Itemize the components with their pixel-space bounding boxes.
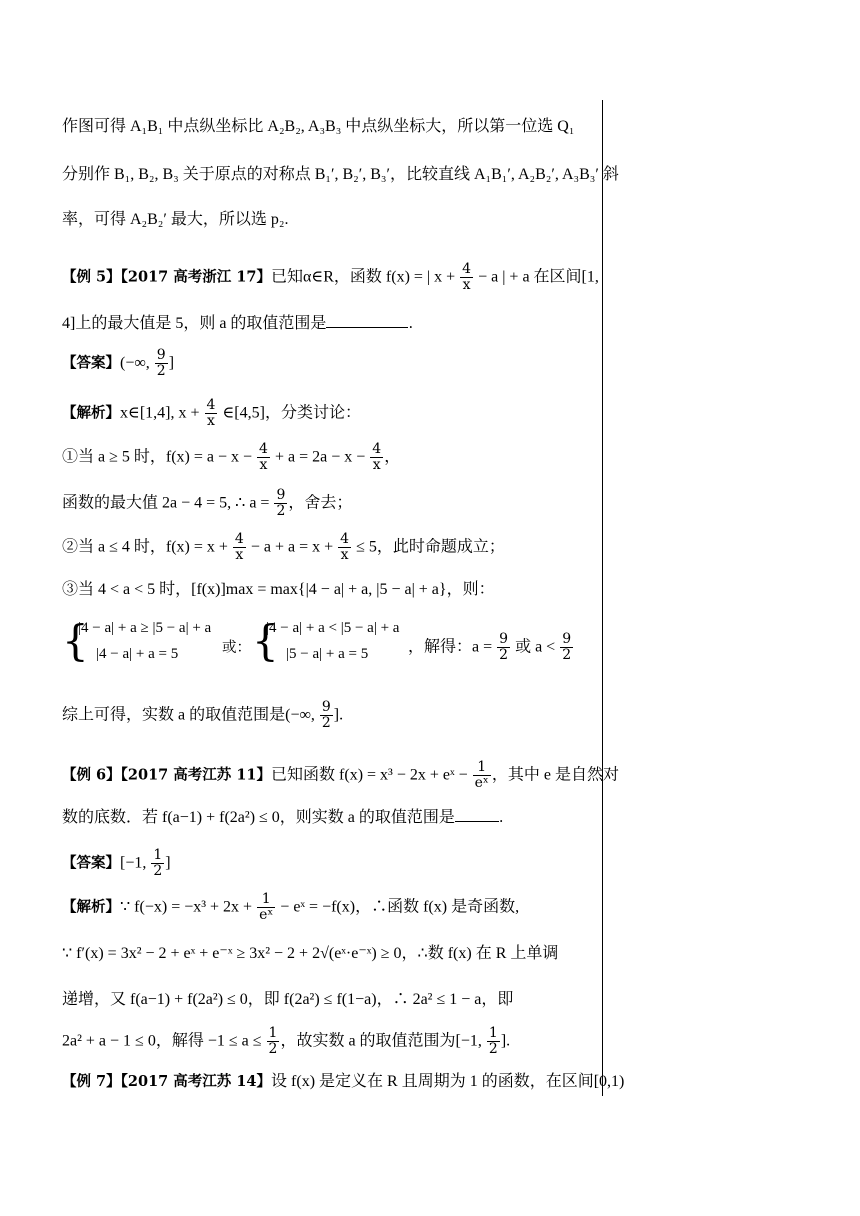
example-6-analysis: 【解析】∵ f(−x) = −x³ + 2x + $\frac{1}{\text{eˣ}}$ − eˣ = −f(x)，∴函数 f(x) 是奇函数, [62,891,520,923]
fraction: $\frac{9}{2}$ [562,631,572,663]
example-6-result: 2a² + a − 1 ≤ 0，解得 −1 ≤ a ≤ $\frac{1}{2}$ ，故实数 a 的取值范围为[−1, $\frac{1}{2}$ ]. [62,1025,511,1057]
fraction: $\frac{9}{2}$ [276,487,286,519]
answer-label: 【答案】 [62,354,120,372]
left-brace: { [252,616,279,665]
example-6-answer: 【答案】[−1, $\frac{1}{2}$ ] [62,847,171,879]
example-5-header: 【例 5】【2017 高考浙江 17】已知α∈R，函数 f(x) = | x + $\frac{4}{x}$ − a | + a 在区间[1, [62,261,599,293]
left-brace: { [62,616,89,665]
system-solution: ，解得：a = $\frac{9}{2}$ 或 a < $\frac{9}{2}$ [408,631,572,663]
or-text: 或： [222,640,251,656]
example-5-question: 4]上的最大值是 5，则 a 的取值范围是 . [62,315,414,332]
fraction: $\frac{1}{2}$ [153,847,163,879]
fraction: $\frac{4}{x}$ [372,441,382,473]
text-line: 率，可得 A₂B₂′ 最大，所以选 p₂. [62,211,289,228]
fraction: $\frac{9}{2}$ [499,631,509,663]
analysis-label: 【解析】 [62,404,120,422]
fraction: $\frac{4}{x}$ [340,531,350,563]
case-3: ③当 4 < a < 5 时，[f(x)]max = max{|4 − a| + a, |5 − a| + a}，则： [62,581,495,598]
text-line: ∵ f′(x) = 3x² − 2 + eˣ + e⁻ˣ ≥ 3x² − 2 + 2√(eˣ·e⁻ˣ) ≥ 0，∴数 f(x) 在 R 上单调 [62,945,559,962]
example-6-question: 数的底数．若 f(a−1) + f(2a²) ≤ 0，则实数 a 的取值范围是 . [62,809,504,826]
text-line: 递增，又 f(a−1) + f(2a²) ≤ 0，即 f(2a²) ≤ f(1−a)，∴ 2a² ≤ 1 − a，即 [62,991,514,1008]
fraction: $\frac{4}{x}$ [206,397,216,429]
example-tag: 【例 5】【2017 高考浙江 17】 [62,268,272,286]
fraction: $\frac{1}{\text{eˣ}}$ [259,891,274,923]
text-line: 分别作 B₁, B₂, B₃ 关于原点的对称点 B₁′, B₂′, B₃′，比较直线 A₁B₁′, A₂B₂′, A₃B₃′ 斜 [62,166,619,183]
fraction: $\frac{4}{x}$ [462,261,472,293]
fraction: $\frac{1}{\text{eˣ}}$ [474,759,489,791]
example-5-analysis: 【解析】x∈[1,4], x + $\frac{4}{x}$ ∈[4,5]，分类讨论： [62,397,361,429]
analysis-label: 【解析】 [62,898,120,916]
fraction: $\frac{4}{x}$ [259,441,268,473]
case-2: ②当 a ≤ 4 时，f(x) = x + $\frac{4}{x}$ − a + a = x + $\frac{4}{x}$ ≤ 5，此时命题成立； [62,531,505,563]
equation-system-2: { |4 − a| + a < |5 − a| + a |5 − a| + a = 5 [252,616,400,665]
example-tag: 【例 7】【2017 高考江苏 14】 [62,1073,272,1090]
answer-blank [455,807,499,822]
fraction: $\frac{1}{2}$ [268,1025,278,1057]
example-5-answer: 【答案】(−∞, $\frac{9}{2}$ ] [62,347,175,379]
example-tag: 【例 6】【2017 高考江苏 11】 [62,766,272,784]
case-1: ①当 a ≥ 5 时，f(x) = a − x − $\frac{4}{x}$ + a = 2a − x − $\frac{4}{x}$ ， [62,441,401,473]
fraction: $\frac{4}{x}$ [234,531,244,563]
equation-system-1: { |4 − a| + a ≥ |5 − a| + a |4 − a| + a = 5 [62,616,212,665]
text-line: 作图可得 A₁B₁ 中点纵坐标比 A₂B₂, A₃B₃ 中点纵坐标大，所以第一位选 Q₁ [62,118,575,135]
fraction: $\frac{9}{2}$ [321,699,331,731]
answer-blank [326,313,408,328]
case-1-result: 函数的最大值 2a − 4 = 5, ∴ a = $\frac{9}{2}$ ，舍去； [62,487,353,519]
answer-label: 【答案】 [62,854,120,872]
example-5-conclusion: 综上可得，实数 a 的取值范围是(−∞, $\frac{9}{2}$ ]. [62,699,344,731]
fraction: $\frac{9}{2}$ [156,347,166,379]
example-6-header: 【例 6】【2017 高考江苏 11】已知函数 f(x) = x³ − 2x + eˣ − $\frac{1}{\text{eˣ}}$ ，其中 e 是自然对 [62,759,619,791]
column-rule [602,100,603,1096]
example-7-header: 【例 7】【2017 高考江苏 14】设 f(x) 是定义在 R 且周期为 1 的函数，在区间[0,1) [62,1073,625,1090]
fraction: $\frac{1}{2}$ [488,1025,498,1057]
